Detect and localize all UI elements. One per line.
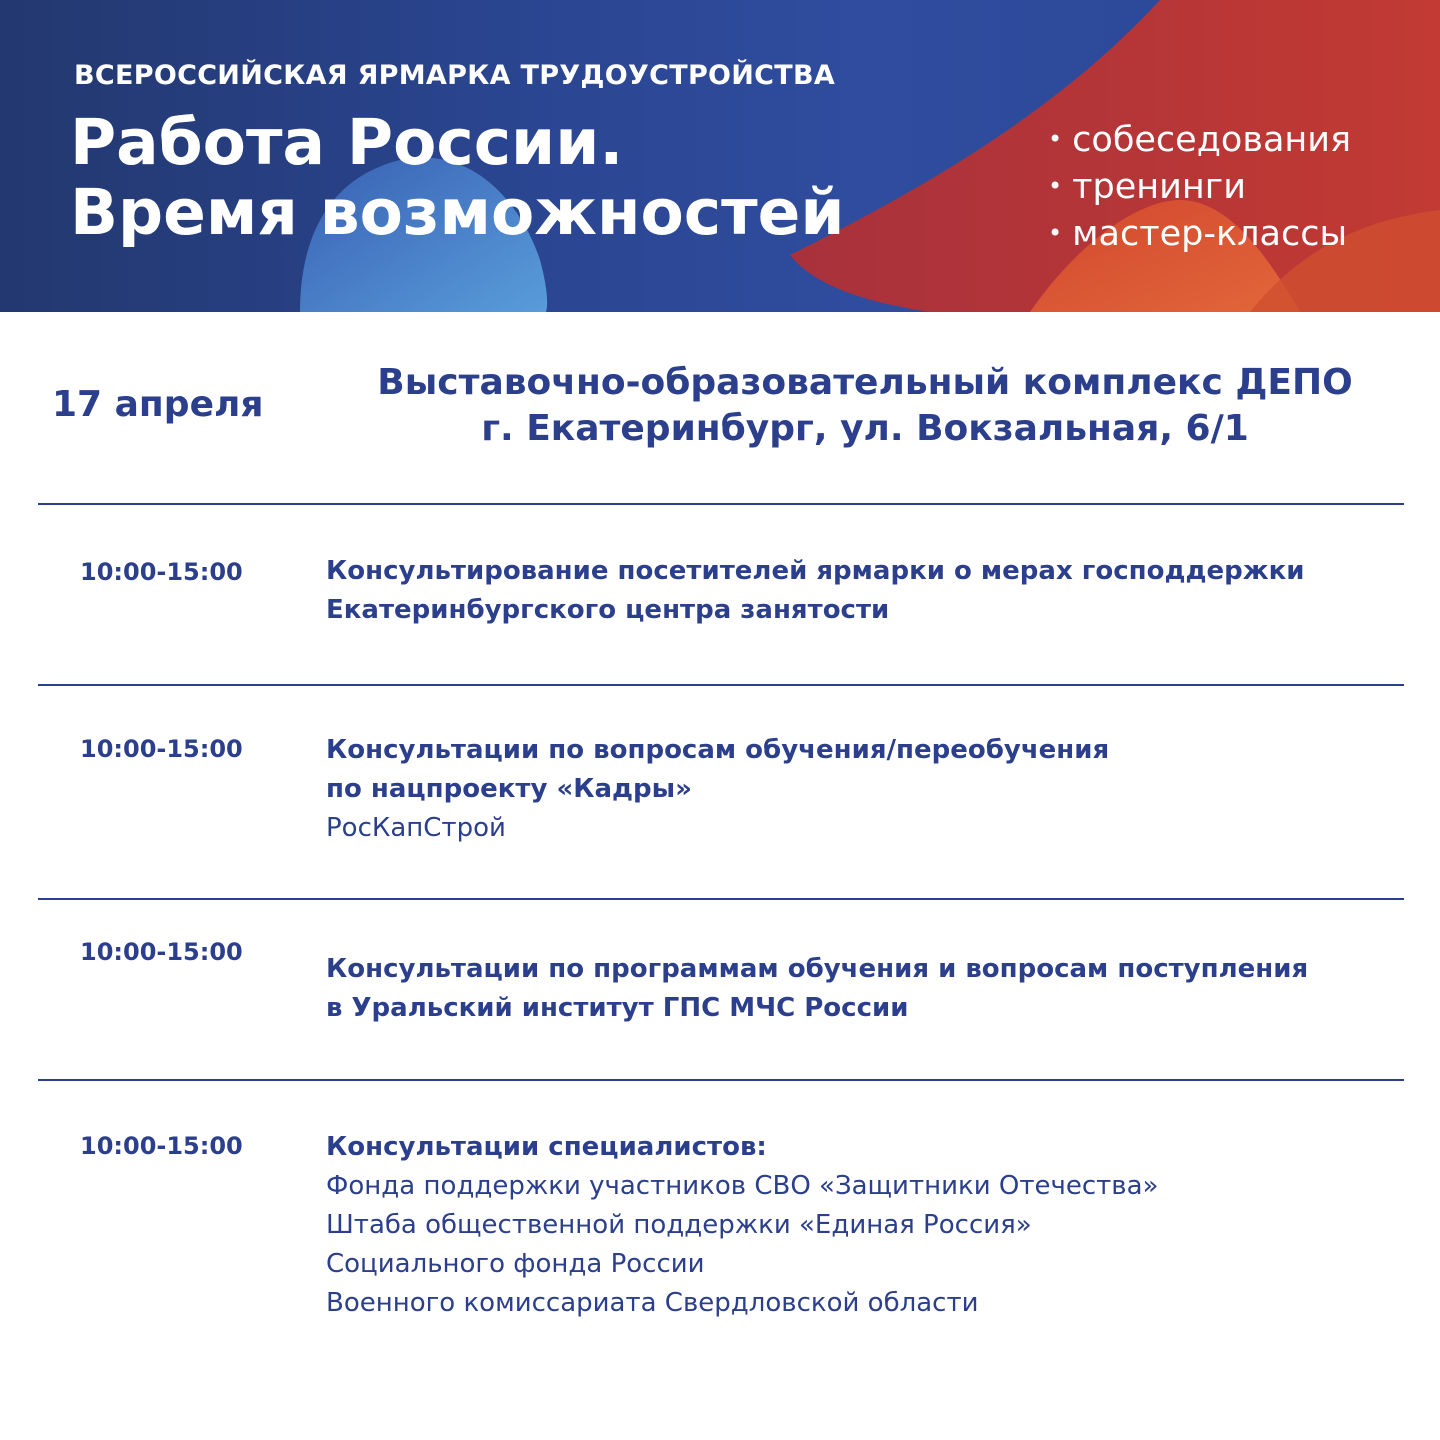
feature-list [1048,116,1351,257]
schedule-entry [326,731,1109,848]
event-date: 17 апреля [52,384,264,425]
divider [38,503,1404,505]
schedule-time: 10:00-15:00 [80,558,243,586]
entry-title-line: Консультации по вопросам обучения/переобучения [326,735,1110,765]
feature-item: • тренинги [1048,167,1246,207]
event-kicker: ВСЕРОССИЙСКАЯ ЯРМАРКА ТРУДОУСТРОЙСТВА [74,60,836,91]
event-title-line-2: Время возможностей [70,176,845,249]
entry-detail-line: Военного комиссариата Свердловской области [326,1288,979,1318]
feature-item: • собеседования [1048,120,1352,160]
entry-detail-line: Штаба общественной поддержки «Единая Россия» [326,1210,1032,1240]
schedule-entry [326,1128,1158,1323]
entry-detail-line: Социального фонда России [326,1249,705,1279]
schedule-time: 10:00-15:00 [80,735,243,763]
event-title-line-1: Работа России. [70,106,624,179]
bullet-icon: • [1048,125,1063,153]
entry-title-line: Екатеринбургского центра занятости [326,595,890,625]
divider [38,684,1404,686]
entry-title-line: в Уральский институт ГПС МЧС России [326,993,909,1023]
schedule-entry [326,552,1304,630]
bullet-icon: • [1048,172,1063,200]
divider [38,1079,1404,1081]
bullet-icon: • [1048,219,1063,247]
schedule-time: 10:00-15:00 [80,1132,243,1160]
divider [38,898,1404,900]
entry-title-line: Консультации по программам обучения и вопросам поступления [326,954,1309,984]
entry-detail-line: РосКапСтрой [326,813,506,843]
schedule-entry [326,950,1308,1028]
entry-title-line: по нацпроекту «Кадры» [326,774,692,804]
feature-item: • мастер-классы [1048,214,1348,254]
entry-detail-line: Фонда поддержки участников СВО «Защитники Отечества» [326,1171,1159,1201]
event-venue [330,360,1400,452]
header-banner [0,0,1440,312]
event-title [70,108,845,248]
entry-title-line: Консультации специалистов: [326,1132,767,1162]
venue-name: Выставочно-образовательный комплекс ДЕПО [377,362,1353,403]
venue-address: г. Екатеринбург, ул. Вокзальная, 6/1 [481,408,1249,449]
entry-title-line: Консультирование посетителей ярмарки о мерах господдержки [326,556,1305,586]
schedule-time: 10:00-15:00 [80,938,243,966]
